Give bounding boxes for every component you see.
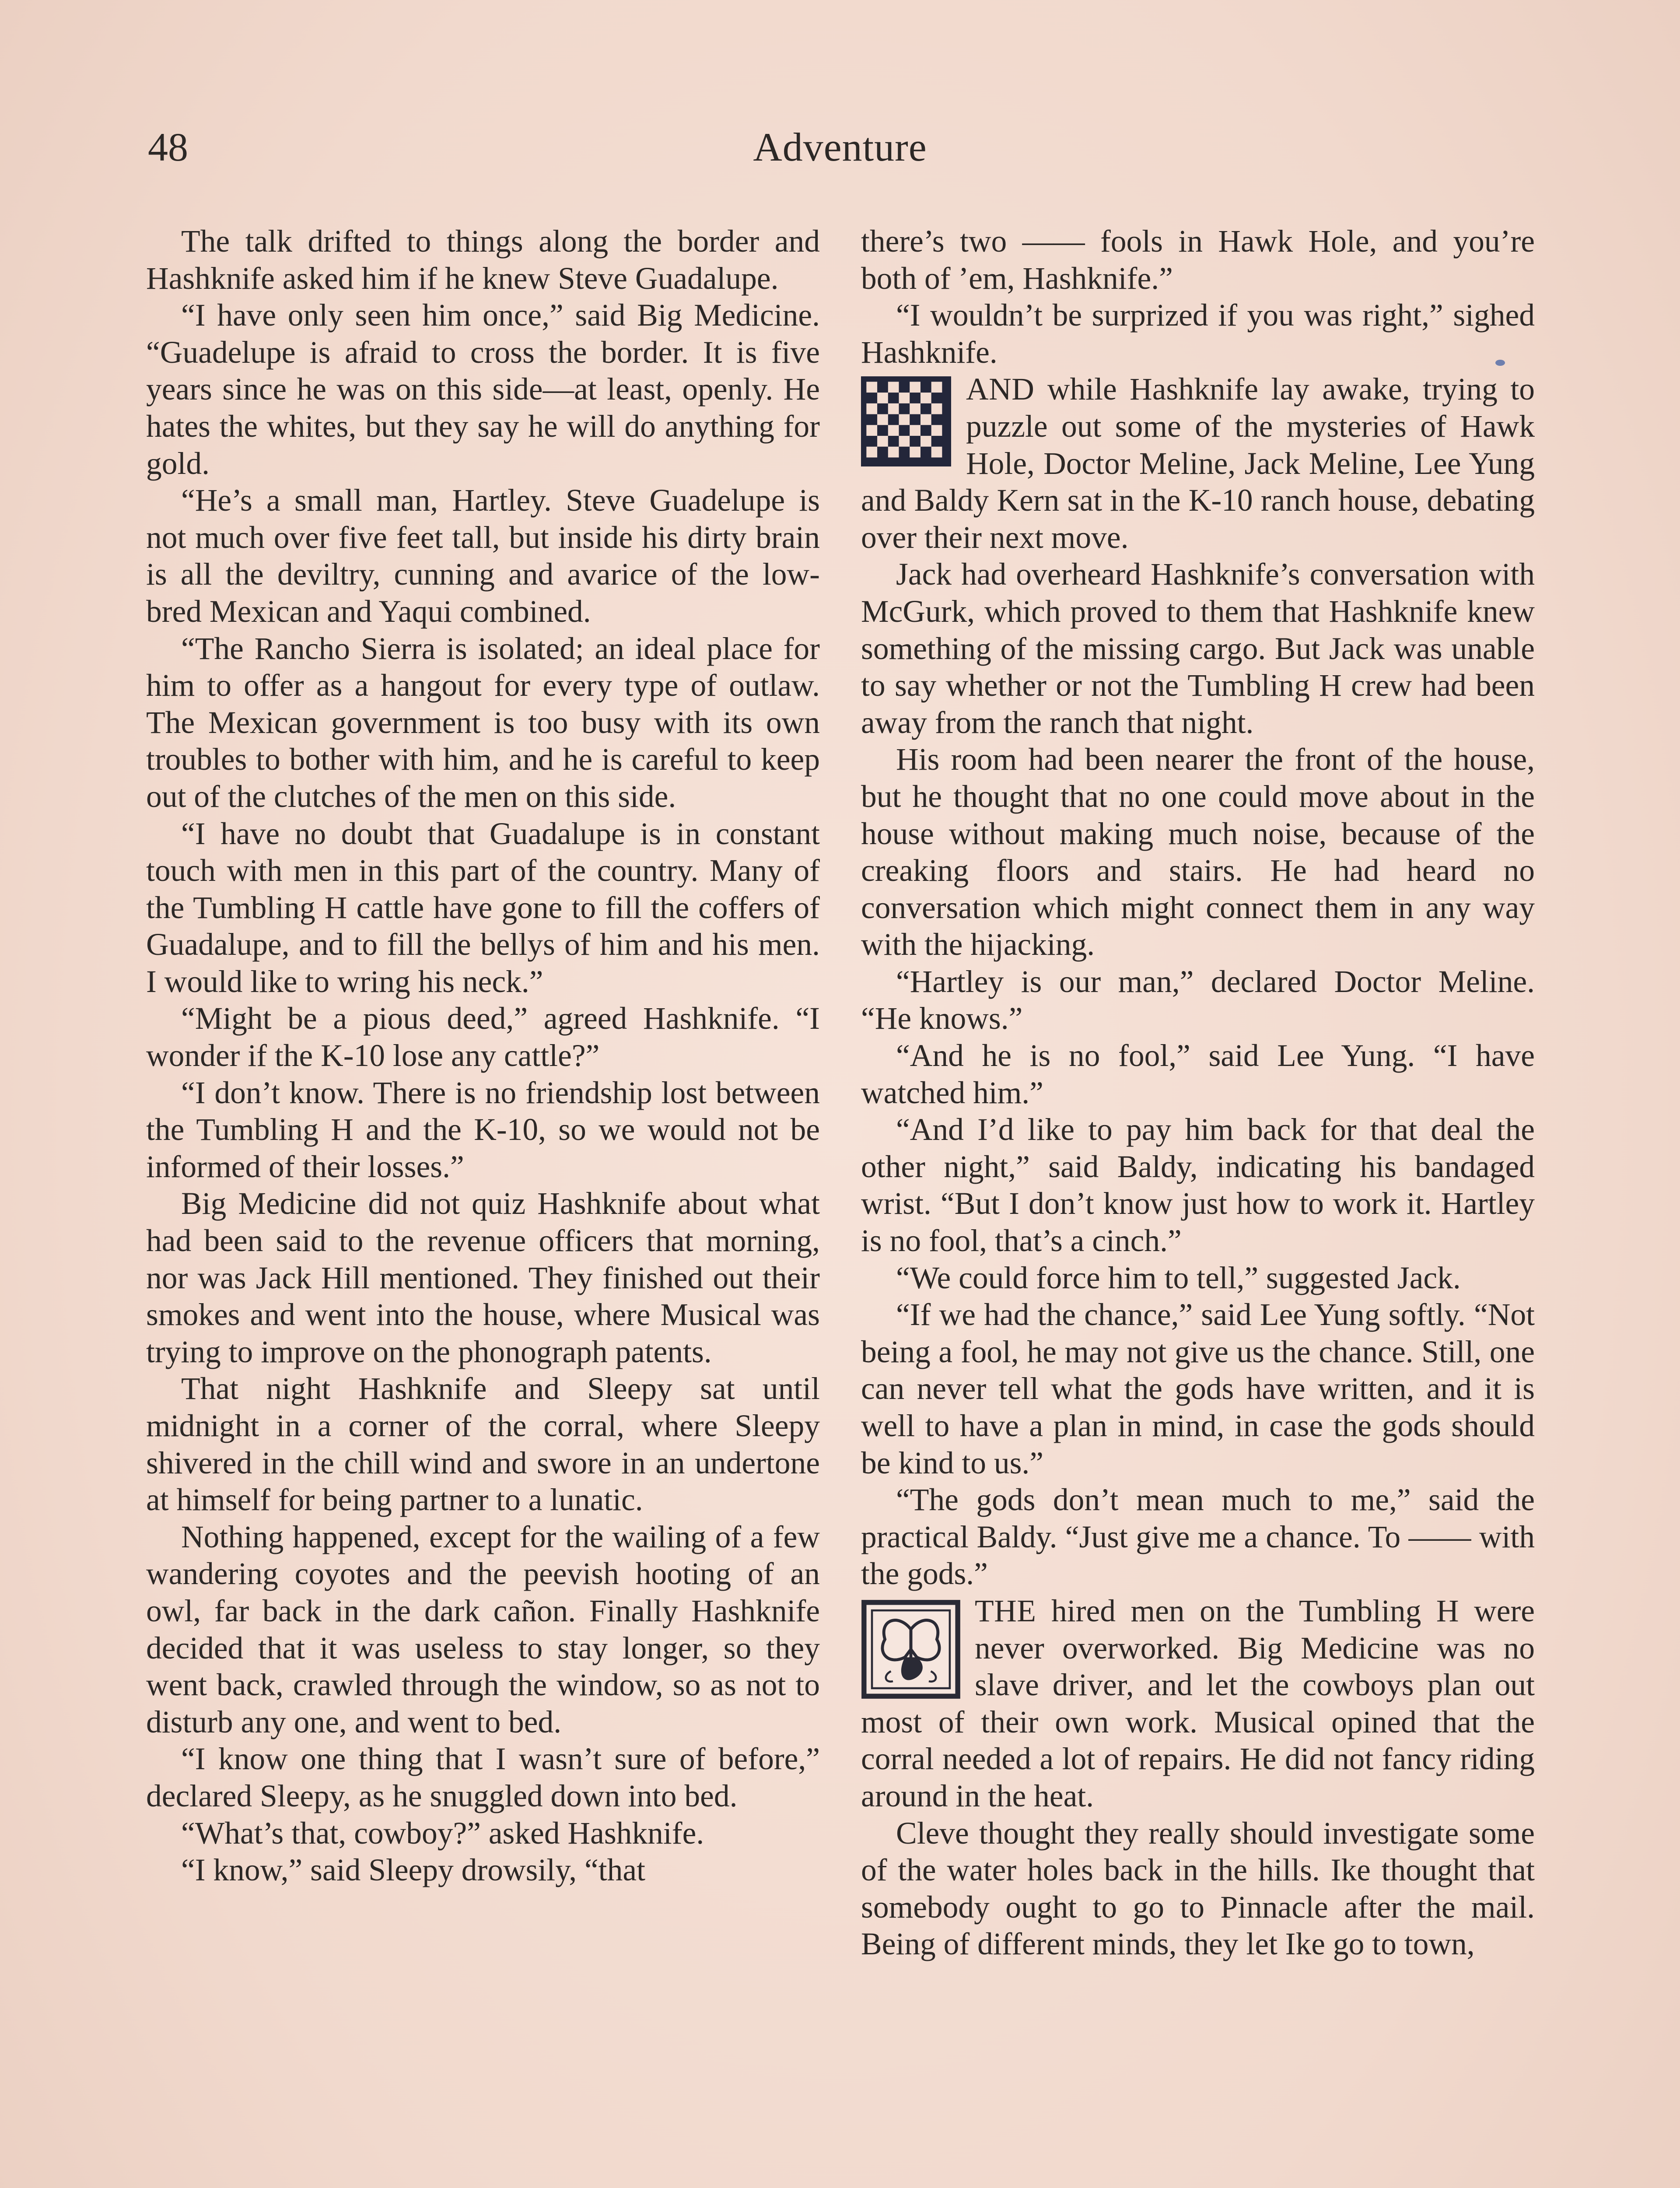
paragraph: “Hartley is our man,” declared Doctor Meline. “He knows.”	[861, 964, 1535, 1036]
paragraph: Cleve thought they really should investigate some of the water holes back in the hills. Ike thought that somebody ought to go to Pinnacle after the mail. Being of different minds, they let Ike go to town,	[861, 1816, 1535, 1962]
section-text: hired men on the Tumbling H were never overworked. Big Medicine was no slave driver, and let the cowboys plan out most of their own work. Musical opined that the corral needed a lot of repairs. He did not fancy riding around in the heat.	[861, 1593, 1535, 1813]
paragraph: Nothing happened, except for the wailing of a few wandering coyotes and the peevish hooting of an owl, far back in the dark cañon. Finally Hashknife decided that it was useless to stay longer, so they went back, crawled through the window, so as not to disturb any one, and went to bed.	[146, 1519, 820, 1739]
paragraph: “The Rancho Sierra is isolated; an ideal place for him to offer as a hangout for every type of outlaw. The Mexican government is too busy with its own troubles to bother with him, and he is careful to keep out of the clutches of the men on this side.	[146, 631, 820, 814]
paragraph: “And he is no fool,” said Lee Yung. “I have watched him.”	[861, 1038, 1535, 1110]
paragraph: “I have only seen him once,” said Big Medicine. “Guadelupe is afraid to cross the border. It is five years since he was on this side—at least, openly. He hates the whites, but they say he will do anything for gold.	[146, 298, 820, 481]
paragraph: Jack had overheard Hashknife’s conversation with McGurk, which proved to them that Hashknife knew something of the missing cargo. But Jack was unable to say whether or not the Tumbling H crew had been away from the ranch that night.	[861, 557, 1535, 740]
page-number: 48	[148, 125, 188, 169]
paragraph: “The gods don’t mean much to me,” said the practical Baldy. “Just give me a chance. To —— with the gods.”	[861, 1483, 1535, 1592]
paragraph: “I don’t know. There is no friendship lost between the Tumbling H and the K-10, so we would not be informed of their losses.”	[146, 1075, 820, 1184]
left-column	[146, 223, 820, 1889]
paragraph: “He’s a small man, Hartley. Steve Guadelupe is not much over five feet tall, but inside his dirty brain is all the deviltry, cunning and avarice of the low-bred Mexican and Yaqui combined.	[146, 483, 820, 629]
running-head-title: Adventure	[753, 125, 927, 169]
paragraph: The talk drifted to things along the border and Hashknife asked him if he knew Steve Guadalupe.	[146, 224, 820, 296]
paragraph: “Might be a pious deed,” agreed Hashknife. “I wonder if the K-10 lose any cattle?”	[146, 1001, 820, 1073]
section-opening-paragraph	[861, 1593, 1535, 1815]
section-opening-paragraph	[861, 371, 1535, 556]
checker-ornament-icon	[861, 376, 951, 466]
section-lead-word: THE	[975, 1593, 1036, 1628]
butterfly-ornament-icon	[861, 1599, 961, 1700]
paragraph: “What’s that, cowboy?” asked Hashknife.	[181, 1816, 704, 1851]
paragraph: “If we had the chance,” said Lee Yung softly. “Not being a fool, he may not give us the chance. Still, one can never tell what the gods have written, and it is well to have a plan in mind, in case the gods should be kind to us.”	[861, 1297, 1535, 1480]
paragraph: “I wouldn’t be surprized if you was right,” sighed Hashknife.	[861, 298, 1535, 370]
paragraph: Big Medicine did not quiz Hashknife about what had been said to the revenue officers that morning, nor was Jack Hill mentioned. They finished out their smokes and went into the house, where Musical was trying to improve on the phonograph patents.	[146, 1186, 820, 1369]
ink-dot	[1495, 360, 1505, 366]
section-lead-word: AND	[966, 372, 1035, 407]
paragraph: His room had been nearer the front of the house, but he thought that no one could move about in the house without making much noise, because of the creaking floors and stairs. He had heard no conversation which might connect them in any way with the hijacking.	[861, 742, 1535, 962]
section-text: while Hashknife lay awake, trying to puzzle out some of the mysteries of Hawk Hole, Doctor Meline, Jack Meline, Lee Yung and Baldy Kern sat in the K-10 ranch house, debating over their next move.	[861, 372, 1535, 555]
paragraph: “I know one thing that I wasn’t sure of before,” declared Sleepy, as he snuggled down into bed.	[146, 1742, 820, 1813]
paragraph: “I have no doubt that Guadalupe is in constant touch with men in this part of the country. Many of the Tumbling H cattle have gone to fill the coffers of Guadalupe, and to fill the bellys of him and his men. I would like to wring his neck.”	[146, 816, 820, 999]
paragraph: “And I’d like to pay him back for that deal the other night,” said Baldy, indicating his bandaged wrist. “But I don’t know just how to work it. Hartley is no fool, that’s a cinch.”	[861, 1112, 1535, 1259]
continued-paragraph: there’s two —— fools in Hawk Hole, and you’re both of ’em, Hashknife.”	[861, 224, 1535, 296]
paragraph: “We could force him to tell,” suggested Jack.	[896, 1260, 1461, 1295]
paragraph: That night Hashknife and Sleepy sat until midnight in a corner of the corral, where Sleepy shivered in the chill wind and swore in an undertone at himself for being partner to a lunatic.	[146, 1371, 820, 1518]
right-column	[861, 223, 1535, 1963]
paragraph: “I know,” said Sleepy drowsily, “that	[181, 1853, 645, 1888]
